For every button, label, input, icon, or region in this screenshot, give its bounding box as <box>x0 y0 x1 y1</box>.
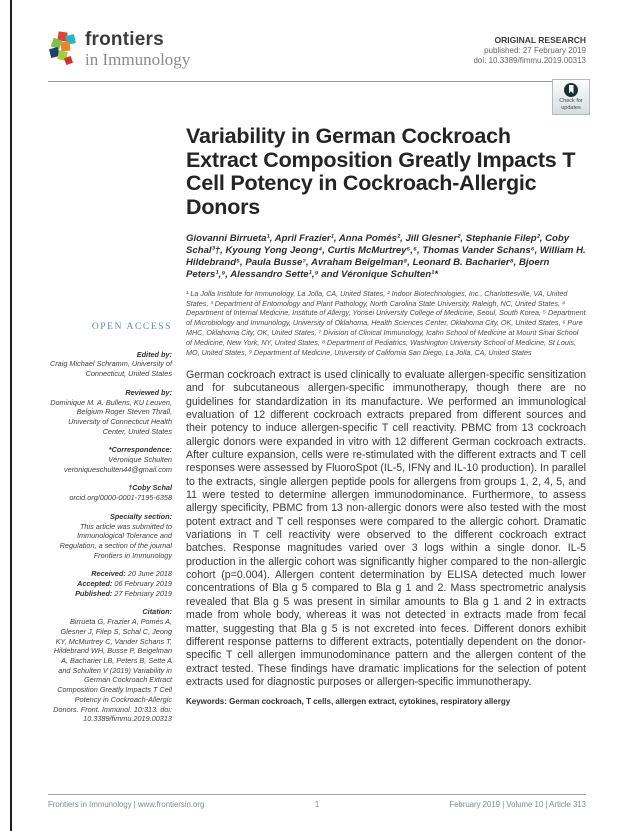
correspondence-label: *Correspondence: <box>108 445 172 455</box>
edited-by-label: Edited by: <box>136 349 172 359</box>
check-for-updates-badge[interactable] <box>552 79 590 115</box>
orcid-note-name: †Coby Schal <box>128 483 172 493</box>
article-body <box>186 125 586 733</box>
doi-link[interactable]: doi: 10.3389/fimmu.2019.00313 <box>473 56 586 65</box>
correspondence-name: Véronique Schulten <box>108 455 172 465</box>
reviewed-by-label: Reviewed by: <box>125 387 172 397</box>
frontiers-logo <box>48 30 190 74</box>
article-title: Variability in German Cockroach Extract Composition Greatly Impacts T Cell Potency in Cockroach-Allergic Donors <box>186 124 576 219</box>
reviewed-by-text: Dominique M. A. Bullens, KU Leuven, Belgium Roger Steven Thrall, University of Connecticut Health Center, United States <box>50 397 172 436</box>
orcid-note-block <box>48 483 172 502</box>
published-date-sidebar: Published: 27 February 2019 <box>75 588 172 598</box>
check-updates-label: Check for updates <box>559 98 583 111</box>
article-type-label: ORIGINAL RESEARCH <box>494 35 586 45</box>
reviewed-by-block <box>48 388 172 437</box>
citation-label: Citation: <box>142 607 172 617</box>
journal-name: frontiers <box>85 29 164 50</box>
keywords-text: German cockroach, T cells, allergen extract, cytokines, respiratory allergy <box>229 697 511 707</box>
received-date: Received: 20 June 2018 <box>91 569 172 579</box>
footer-issue-info: February 2019 | Volume 10 | Article 313 <box>449 800 586 809</box>
header <box>0 0 634 74</box>
specialty-section-block <box>48 512 172 561</box>
frontiersin-url[interactable]: www.frontiersin.org <box>138 800 205 809</box>
journal-section: in Immunology <box>85 50 191 69</box>
specialty-section-label: Specialty section: <box>109 511 172 521</box>
orcid-link[interactable]: orcid.org/0000-0001-7195-6358 <box>69 493 172 503</box>
abstract-text: German cockroach extract is used clinically to evaluate allergen-specific sensitization and for subcutaneous allergen-specific immunotherapy, though there are no guidelines for standardization in its manufacture. We performed an immunological evaluation of 12 different cockroach extracts prepared from different sources and their potency to induce allergen-specific T cell reactivity. PBMC from 13 cockroach allergic donors were expanded in vitro with 12 different German cockroach extracts. After culture expansion, cells were re-stimulated with the different extracts and T cell responses were assessed by FluoroSpot (IL-5, IFNγ and IL-10 production). In parallel to the extracts, single allergen peptide pools for allergens from groups 1, 2, 4, 5, and 11 were tested to determine allergen immunodominance. Furthermore, to assess allergy specificity, PBMC from 13 non-allergic donors were also tested with the most potent extract and T cell responses were compared to the allergic cohort. Dramatic variations in T cell reactivity were observed to the different cockroach extract batches. Response magnitudes varied over 3 logs within a single donor. IL-5 production in the allergic cohort was significantly higher compared to the non-allergic cohort (p=0.004). Allergen content determination by ELISA detected much lower concentrations of Bla g 5 compared to Bla g 1 and 2. Mass spectrometric analysis revealed that Bla g 5 was present in similar amounts to Bla g 1 and 2 in extracts made from whole body, whereas it was not detected in extracts made from fecal matter, suggesting that Bla g 5 is not excreted into feces. Different donors exhibit different response patterns to different extracts, potentially dependent on the donor-specific T cell allergen immunodominance pattern and the allergen content of the extract tested. These findings have dramatic implications for the selection of potent extracts used for diagnostic purposes or allergen-specific immunotherapy. <box>186 368 586 688</box>
specialty-section-text: This article was submitted to Immunological Tolerance and Regulation, a section of the journal Frontiers in Immunology <box>59 521 172 560</box>
citation-block <box>48 607 172 723</box>
citation-text: Birrueta G, Frazier A, Pomés A, Glesner J, Filep S, Schal C, Jeong KY, McMurtrey C, Vander Schans T, Hildebrand WH, Busse P, Beigelman A, Bacharier LB, Peters B, Sette A and Schulten V (2019) Variability in German Cockroach Extract Composition Greatly Impacts T Cell Potency in Cockroach-Allergic Donors. Front. Immunol. 10:313. doi: 10.3389/fimmu.2019.00313 <box>53 617 172 724</box>
accepted-date: Accepted: 06 February 2019 <box>77 579 172 589</box>
edited-by-block <box>48 350 172 379</box>
crossmark-icon <box>564 83 578 97</box>
footer-journal: Frontiers in Immunology | www.frontiersin.org <box>48 800 205 809</box>
keywords-line <box>186 697 586 706</box>
edited-by-text: Craig Michael Schramm, University of Connecticut, United States <box>49 359 172 379</box>
affiliations: ¹ La Jolla Institute for Immunology, La Jolla, CA, United States, ² Indoor Biotechnologies, Inc., Charlottesville, VA, United States, ³ Department of Entomology and Plant Pathology, North Carolina State University, Raleigh, NC, United States, ⁴ Department of Internal Medicine, Institute of Allergy, Yonsei University College of Medicine, Seoul, South Korea, ⁵ Department of Microbiology and Immunology, University of Oklahoma, Health Sciences Center, Oklahoma City, OK, United States, ⁶ Pure MHC, Oklahoma City, OK, United States, ⁷ Division of Clinical Immunology, Icahn School of Medicine at Mount Sinai School of Medicine, New York, NY, United States, ⁸ Department of Pediatrics, Washington University School of Medicine, St Louis, MO, United States, ⁹ Department of Medicine, University of California San Diego, La Jolla, CA, United States <box>186 288 586 358</box>
page-number: 1 <box>314 800 320 809</box>
correspondence-email[interactable]: veroniqueschulten44@gmail.com <box>64 464 172 474</box>
published-date: published: 27 February 2019 <box>484 45 586 55</box>
authors-line: Giovanni Birrueta¹, April Frazier¹, Anna Pomés², Jill Glesner², Stephanie Filep², Coby Schal³†, Kyoung Yong Jeong⁴, Curtis McMurtrey⁵,⁶, Thomas Vander Schans⁶, William H. Hildebrand⁵, Paula Busse⁷, Avraham Beigelman⁸, Leonard B. Bacharier⁸, Bjoern Peters¹,⁹, Alessandro Sette¹,⁹ and Véronique Schulten¹* <box>186 233 586 280</box>
page-edge-line <box>10 0 12 831</box>
footer-divider <box>48 794 586 795</box>
dates-block <box>48 569 172 598</box>
open-access-label: OPEN ACCESS <box>91 322 172 332</box>
frontiers-logo-icon <box>48 30 76 74</box>
footer <box>48 794 586 809</box>
article-meta <box>473 30 586 67</box>
keywords-label: Keywords: <box>186 697 227 707</box>
correspondence-block <box>48 445 172 474</box>
left-sidebar <box>48 323 172 733</box>
